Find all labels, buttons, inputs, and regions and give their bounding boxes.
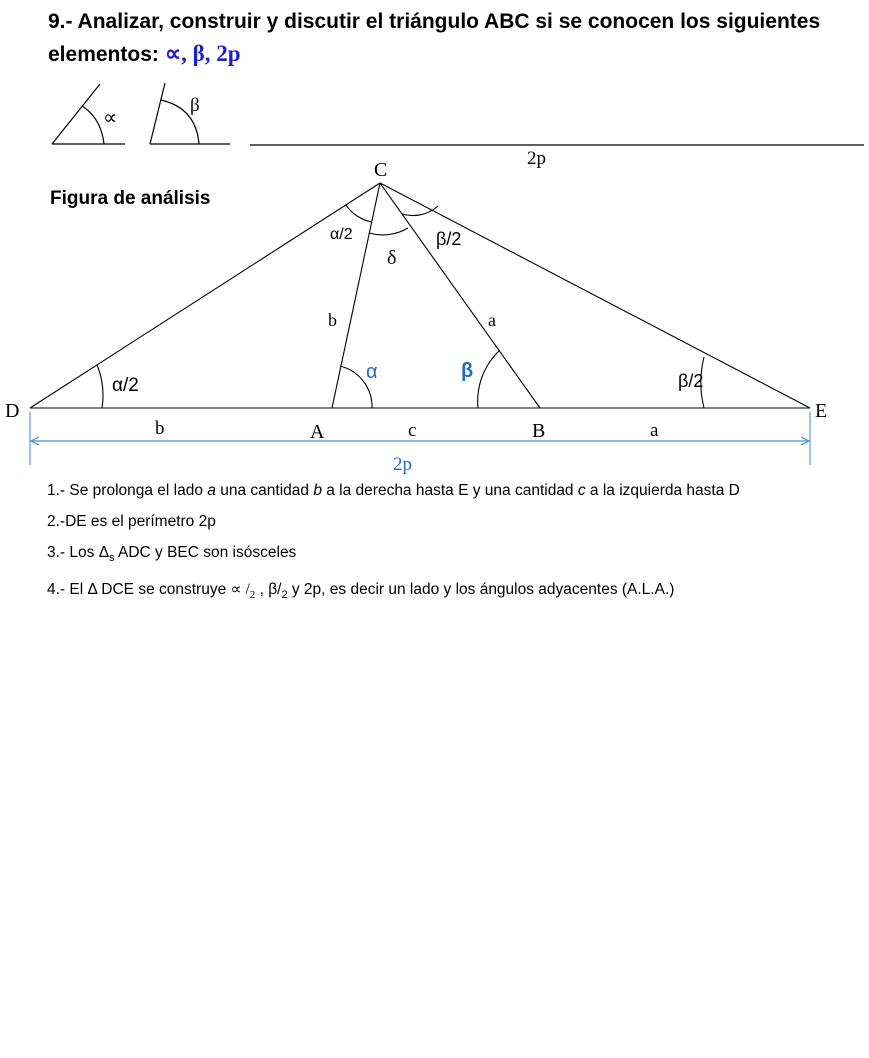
analysis-heading: Figura de análisis: [50, 188, 211, 209]
side-bc: [380, 183, 540, 408]
perimeter-dimension-label: 2p: [393, 454, 412, 475]
side-a-label: a: [488, 310, 496, 330]
given-perimeter-label: 2p: [527, 148, 546, 169]
angle-beta-half-right-label: β/2: [678, 371, 704, 391]
arc-alpha-half-d: [97, 365, 103, 408]
step-4: 4.- El Δ DCE se construye ∝ $/_2$ , $\beta/_2$ y 2p, es decir un lado y los ángulos adyacentes (A.L.A.): [47, 581, 675, 602]
angle-beta-label: β: [461, 360, 474, 382]
angle-alpha-label: α: [366, 361, 378, 383]
vertex-c-label: C: [374, 159, 388, 181]
step-3: 3.- Los $\Delta_s$ ADC y BEC son isósceles: [47, 544, 297, 565]
segment-a-label: a: [650, 420, 659, 441]
given-alpha-label: ∝: [103, 107, 118, 129]
angle-alpha-half-left-label: α/2: [112, 375, 139, 396]
arc-beta-b: [478, 350, 500, 408]
given-beta-label: β: [190, 95, 200, 116]
vertex-e-label: E: [815, 400, 828, 422]
step-2: 2.-DE es el perímetro 2p: [47, 513, 216, 530]
segment-b-label: b: [155, 418, 165, 439]
given-elements: ∝, β, 2p: [164, 41, 241, 66]
vertex-b-label: B: [532, 420, 546, 442]
construction-steps: [47, 482, 837, 613]
angle-beta-half-top-label: β/2: [436, 229, 462, 249]
side-dc: [30, 183, 380, 408]
angle-delta-label: δ: [387, 247, 397, 269]
side-b-label: b: [328, 310, 337, 330]
step-1: 1.- Se prolonga el lado a una cantidad b a la derecha hasta E y una cantidad c a la izquierda hasta D: [47, 482, 740, 499]
vertex-a-label: A: [310, 421, 325, 443]
angle-alpha-half-top-label: α/2: [330, 226, 353, 243]
arc-delta: [369, 228, 408, 235]
given-angle-beta: [150, 83, 230, 144]
side-ec: [380, 183, 810, 408]
segment-c-label: c: [408, 420, 417, 441]
perimeter-dimension: [30, 412, 810, 465]
vertex-d-label: D: [5, 400, 20, 422]
problem-statement: 9.- Analizar, construir y discutir el triángulo ABC si se conocen los siguientes elementos:: [48, 10, 821, 66]
given-angle-alpha: [52, 84, 125, 144]
arc-alpha-half-c: [346, 205, 372, 222]
